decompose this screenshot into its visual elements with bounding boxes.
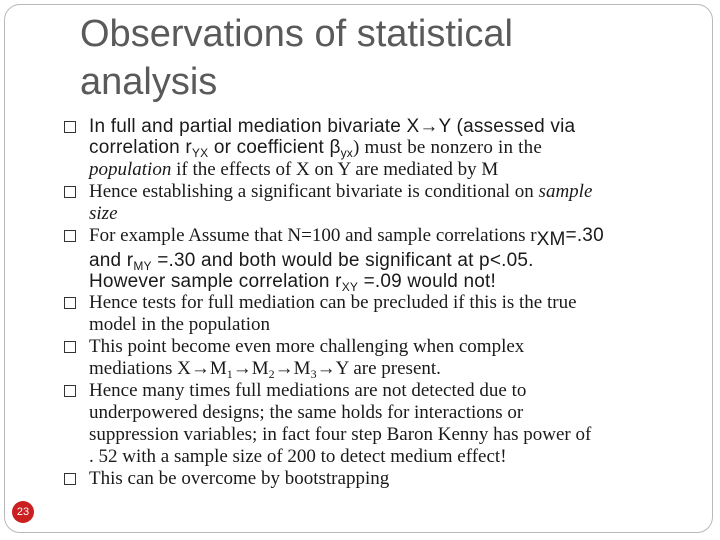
bullet-3-line-2: and $r_{MY} =.30$ and both would be significant at p<.05. — [89, 250, 534, 273]
bullet-3-line-1: For example Assume that N=100 and sample correlations $r_{XM}=.30$ — [89, 225, 604, 250]
hollow-square-bullet-icon — [64, 385, 76, 397]
arrow-icon: → — [190, 358, 210, 379]
bullet-item-complex-mediations — [62, 336, 682, 380]
bullet-2-line-2: size — [89, 203, 118, 224]
arrow-icon: → — [419, 116, 439, 137]
bullet-5-line-2: mediations $X\to M_1\to M_2\to M_3\to Y$ are present. — [89, 358, 441, 381]
bullet-7-line-1: This can be overcome by bootstrapping — [89, 468, 390, 489]
arrow-icon: → — [274, 358, 294, 379]
hollow-square-bullet-icon — [64, 341, 76, 353]
bullet-6-line-1: Hence many times full mediations are not detected due to — [89, 380, 527, 401]
bullet-3-line-3: However sample correlation $r_{XY} =.09$ would not! — [89, 271, 497, 294]
bullet-5-line-1: This point become even more challenging when complex — [89, 336, 525, 357]
bullet-6-line-4: . 52 with a sample size of 200 to detect medium effect! — [89, 446, 507, 467]
title-line-1: Observations of statistical — [80, 13, 513, 55]
hollow-square-bullet-icon — [64, 186, 76, 198]
page-number-badge: 23 — [12, 501, 34, 523]
arrow-icon: → — [232, 358, 252, 379]
bullet-item-underpowered-designs — [62, 380, 682, 468]
bullet-item-bootstrapping — [62, 468, 682, 490]
bullet-6-line-3: suppression variables; in fact four step Baron Kenny has power of — [89, 424, 592, 445]
bullet-1-line-2: correlation $r_{YX}$ or coefficient $\beta_{yx}$) must be nonzero in the — [89, 137, 542, 160]
title-line-2: analysis — [80, 61, 218, 103]
bullet-4-line-1: Hence tests for full mediation can be precluded if this is the true — [89, 292, 577, 313]
hollow-square-bullet-icon — [64, 297, 76, 309]
hollow-square-bullet-icon — [64, 473, 76, 485]
hollow-square-bullet-icon — [64, 230, 76, 242]
bullet-list — [62, 116, 682, 490]
bullet-1-line-1: In full and partial mediation bivariate X→Y (assessed via — [89, 116, 576, 137]
arrow-icon: → — [316, 358, 336, 379]
bullet-1-line-3: population if the effects of X on Y are mediated by M — [89, 159, 499, 180]
bullet-2-line-1: Hence establishing a significant bivariate is conditional on sample — [89, 181, 593, 202]
bullet-item-sample-size — [62, 181, 682, 225]
hollow-square-bullet-icon — [64, 121, 76, 133]
bullet-6-line-2: underpowered designs; the same holds for interactions or — [89, 402, 524, 423]
bullet-item-full-mediation-tests — [62, 292, 682, 336]
bullet-item-example — [62, 225, 682, 292]
bullet-item-full-partial-mediation — [62, 116, 682, 181]
slide-title — [80, 10, 640, 106]
bullet-4-line-2: model in the population — [89, 314, 271, 335]
